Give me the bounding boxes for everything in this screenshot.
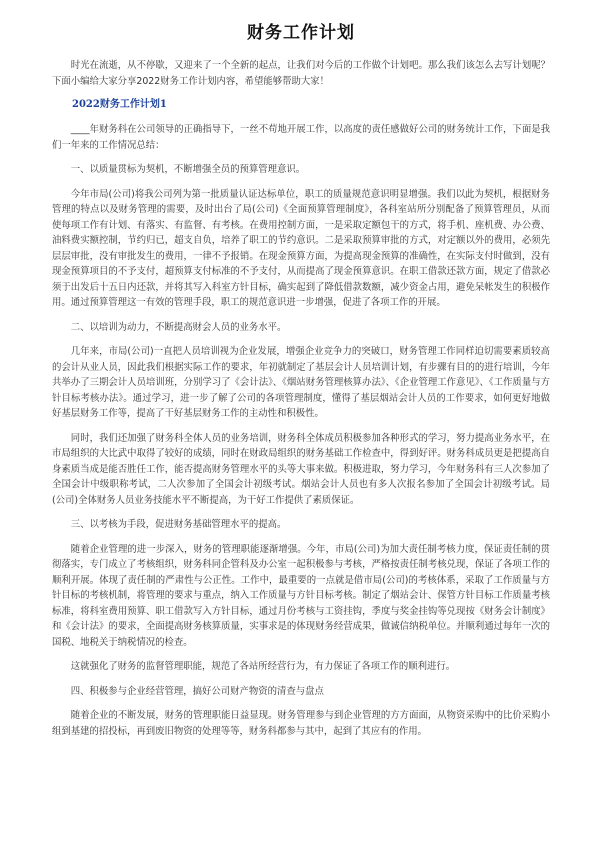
heading-one: 一、以质量贯标为契机，不断增强全员的预算管理意识。 [70,164,306,175]
intro-paragraph: 时光在流逝，从不停歇，又迎来了一个全新的起点，让我们对今后的工作做个计划吧。那么我们该怎么去写计划呢？下面小编给大家分享2022财务工作计划内容，希望能够帮助大家！ [52,60,550,87]
heading-three: 三、以考核为手段，促进财务基础管理水平的提高。 [70,519,287,530]
paragraph-staff-study: 同时，我们还加强了财务科全体人员的业务培训，财务科全体成员积极参加各种形式的学习，努力提高业务水平，在市局组织的大比武中取得了较好的成绩，同时在财政局组织的财务基础工作检查中，得到好评。财务科成员更是把提高自身素质当成是能否胜任工作，能否提高财务管理水平的头等大事来做。积极进取，努力学习，今年财务科有三人次参加了全国会计中级职称考试，二人次参加了全国会计初级考试。烟站会计人员也有多人次报名参加了全国会计初级考试。局(公司)全体财务人员业务技能水平不断提高，为干好工作提供了素质保证。 [52,432,550,506]
paragraph-participation: 随着企业的不断发展，财务的管理职能日益显现。财务管理参与到企业管理的方方面面，从物资采购中的比价采购小组到基建的招投标，再到废旧物资的处理等等，财务科都参与其中，起到了其应有的作用。 [52,710,550,737]
paragraph-assessment: 随着企业管理的进一步深入，财务的管理职能逐渐增强。今年，市局(公司)为加大责任制考核力度，保证责任制的贯彻落实，专门成立了考核组织，财务科同企管科及办公室一起积极参与考核，严格按责任制考核兑现，保证了各项工作的顺利开展。体现了责任制的严肃性与公正性。工作中，最重要的一点就是借市局(公司)的考核体系，采取了工作质量与方针目标的考核机制，将管理的要求与重点，纳入工作质量与方针目标考核。制定了烟站会计、保管方针目标工作质量考核标准，将科室费用预算、职工借款写入方针目标，通过月份考核与工资挂钩，季度与奖金挂钩等兑现按《财务会计制度》和《会计法》的要求，全面提高财务核算质量，实事求是的体现财务经营成果，做诚信纳税单位。并顺利通过每年一次的国税、地税关于纳税情况的检查。 [52,543,550,648]
paragraph-opening: ____年财务科在公司领导的正确指导下，一丝不苟地开展工作，以高度的责任感做好公司的财务统计工作，下面是我们一年来的工作情况总结： [52,124,550,151]
heading-four: 四、积极参与企业经营管理，搞好公司财产物资的清查与盘点 [70,685,324,697]
paragraph-training: 几年来，市局(公司)一直把人员培训视为企业发展，增强企业竞争力的突破口，财务管理工作同样迫切需要素质较高的会计从业人员，因此我们根据实际工作的要求，年初就制定了基层会计人员培训计划，有步骤有目的的进行培训，今年共举办了三期会计人员培训班，分别学习了《会计法》、《烟站财务管理核算办法》、《企业管理工作意见》、《工作质量与方针目标考核办法》。通过学习，进一步了解了公司的各项管理制度，懂得了基层烟站会计人员的工作要求，如何更好地做好基层财务工作等，提高了干好基层财务工作的主动性和积极性。 [52,346,550,419]
heading-two: 二、以培训为动力，不断提高财会人员的业务水平。 [70,321,287,333]
paragraph-budget: 今年市局(公司)将我公司列为第一批质量认证达标单位，职工的质量规范意识明显增强。我们以此为契机，根据财务管理的特点以及财务管理的需要，及时出台了局(公司)《全面预算管理制度》，各科室站所分别配备了预算管理员，从而使每项工作有计划、有落实、有监督、有考核。在费用控制方面，一是采取定额包干的方式，将手机、座机费、办公费、油料费实额控制，节约归已，超支自负，培养了职工的节约意识。二是采取预算审批的方式，对定额以外的费用，必须先层层审批，没有审批发生的费用，一律不予报销。在现金预算方面，为提高现金预算的准确性，在实际支付时做到，没有现金预算项目的不予支付，超预算支付标准的不予支付，从而提高了现金预算意识。在职工借款还款方面，规定了借款必须于出发后十五日内还款，并将其写入科室方针目标，确实起到了降低借款数额，减少资金占用，避免呆帐发生的积极作用。通过预算管理这一有效的管理手段，职工的规范意识进一步增强，促进了各项工作的开展。 [52,188,550,308]
page-title: 财务工作计划 [247,23,355,43]
section-subtitle: 2022财务工作计划1 [72,99,167,110]
paragraph-supervision: 这就强化了财务的监督管理职能，规范了各站所经营行为，有力保证了各项工作的顺利进行。 [70,661,456,672]
